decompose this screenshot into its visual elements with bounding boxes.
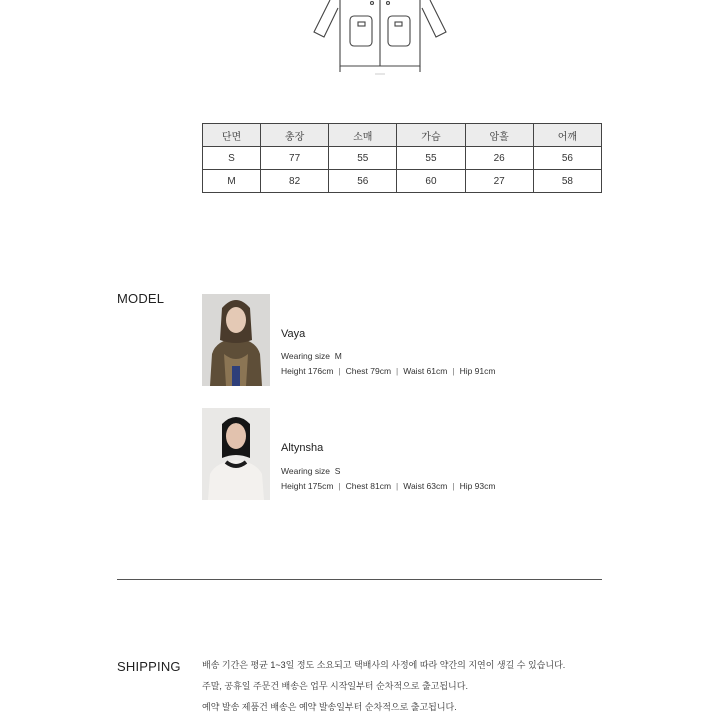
hip-value: Hip 93cm	[459, 481, 496, 491]
chest-value: Chest 81cm	[345, 481, 392, 491]
table-cell: 60	[397, 170, 465, 193]
header-cell: 어깨	[533, 124, 601, 147]
wearing-size	[281, 466, 340, 476]
table-cell: M	[203, 170, 261, 193]
table-cell: 56	[533, 147, 601, 170]
table-cell: 55	[329, 147, 397, 170]
waist-value: Waist 63cm	[403, 481, 448, 491]
model-name: Vaya	[281, 328, 306, 340]
header-cell: 소매	[329, 124, 397, 147]
table-row	[203, 147, 602, 170]
model-measurements	[281, 366, 495, 376]
jacket-sketch-image	[300, 0, 460, 78]
table-cell: S	[203, 147, 261, 170]
table-cell: 82	[261, 170, 329, 193]
section-divider	[117, 579, 602, 580]
wearing-size	[281, 351, 342, 361]
shipping-info	[202, 658, 565, 721]
header-cell: 암홀	[465, 124, 533, 147]
separator: |	[452, 366, 455, 376]
waist-value: Waist 61cm	[403, 366, 448, 376]
wearing-size-value: M	[334, 351, 342, 361]
table-cell: 26	[465, 147, 533, 170]
hip-value: Hip 91cm	[459, 366, 496, 376]
header-cell: 단면	[203, 124, 261, 147]
height-value: Height 176cm	[281, 366, 334, 376]
model-photo	[202, 294, 270, 386]
wearing-size-label: Wearing size	[281, 466, 330, 476]
table-cell: 56	[329, 170, 397, 193]
height-value: Height 175cm	[281, 481, 334, 491]
separator: |	[338, 481, 341, 491]
wearing-size-label: Wearing size	[281, 351, 330, 361]
table-cell: 27	[465, 170, 533, 193]
table-cell: 58	[533, 170, 601, 193]
model-measurements	[281, 481, 495, 491]
header-cell: 총장	[261, 124, 329, 147]
model-photo	[202, 408, 270, 500]
shipping-line: 배송 기간은 평균 1~3일 정도 소요되고 택배사의 사정에 따라 약간의 지연이 생길 수 있습니다.	[202, 660, 566, 670]
separator: |	[396, 366, 399, 376]
table-row	[203, 170, 602, 193]
shipping-section-label: SHIPPING	[117, 659, 181, 674]
model-name: Altynsha	[281, 442, 324, 454]
header-cell: 가슴	[397, 124, 465, 147]
shipping-line: 주말, 공휴일 주문건 배송은 업무 시작일부터 순차적으로 출고됩니다.	[202, 681, 468, 691]
size-table	[202, 123, 602, 193]
shipping-line: 예약 발송 제품건 배송은 예약 발송일부터 순차적으로 출고됩니다.	[202, 702, 457, 712]
table-cell: 55	[397, 147, 465, 170]
wearing-size-value: S	[334, 466, 341, 476]
table-cell: 77	[261, 147, 329, 170]
separator: |	[338, 366, 341, 376]
size-table-header-row	[203, 124, 602, 147]
separator: |	[396, 481, 399, 491]
separator: |	[452, 481, 455, 491]
model-section-label: MODEL	[117, 291, 165, 306]
chest-value: Chest 79cm	[345, 366, 392, 376]
